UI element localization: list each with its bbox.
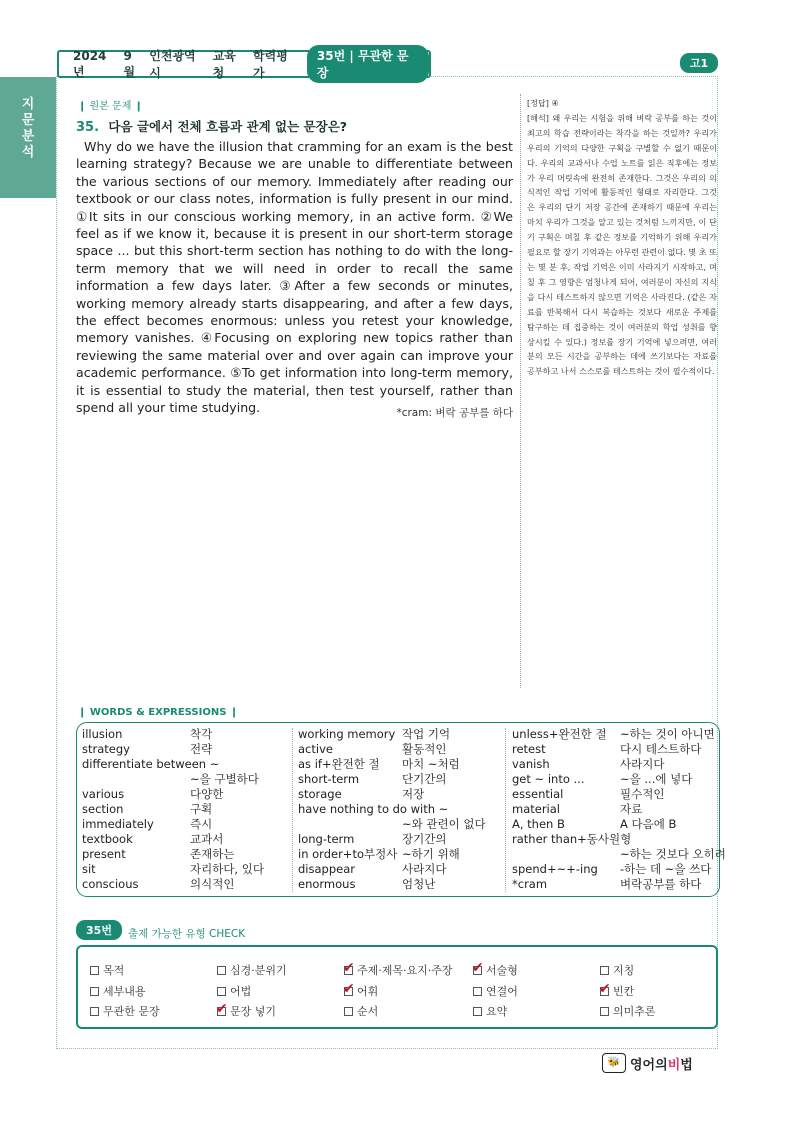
word-ko: 장기간의 bbox=[402, 832, 447, 846]
words-column-2 bbox=[298, 727, 486, 892]
word-row bbox=[82, 727, 264, 742]
checked-box-icon bbox=[216, 1000, 228, 1017]
word-row bbox=[512, 787, 726, 802]
check-item-label: 어휘 bbox=[357, 985, 379, 998]
check-item bbox=[599, 980, 635, 999]
side-tab-char: 분 bbox=[21, 129, 35, 144]
word-en: rather than+동사원형 bbox=[512, 832, 632, 846]
word-ko: 다양한 bbox=[190, 787, 224, 801]
check-mark-icon: ✔ bbox=[343, 980, 355, 997]
logo-text-a: 영어의 bbox=[630, 1057, 668, 1073]
check-label: 출제 가능한 유형 CHECK bbox=[128, 928, 246, 940]
word-row bbox=[82, 802, 264, 817]
check-badge: 35번 bbox=[76, 920, 122, 940]
check-item-label: 서술형 bbox=[486, 964, 518, 977]
side-tab-char: 문 bbox=[21, 113, 35, 128]
answer-explanation: [해석] 왜 우리는 시험을 위해 벼락 공부를 하는 것이 최고의 학습 전략이라는 착각을 하는 것일까? 우리가 우리의 기억의 다양한 구획을 구별할 수 없기 때문이다. 우리의 교과서나 수업 노트를 읽은 직후에는 정보가 우리 머릿속에 완전히 존재한다. 그것은 우리의 의식적인 작업 기억에 활동적인 형태로 자리한다. 그것은 우리의 단기 저장 공간에 존재하기 때문에 우리는 마치 우리가 그것을 알고 있는 것처럼 느끼지만, 이 단기 구획은 며칠 후 같은 정보를 기억하기 위해 우리가 필요로 할 장기 기억과는 아무런 관련이 없다. 몇 초 또는 몇 분 후, 작업 기억은 이미 사라지기 시작하고, 며칠 후 그 영향은 엄청나게 되어, 여러분이 자신의 지식을 다시 테스트하지 않으면 기억은 사라진다. (같은 자료를 반복해서 다시 복습하는 것보다 새로운 주제를 탐구하는 데 집중하는 것이 여러분의 학업 성취를 향상시킬 수 있다.) 정보를 장기 기억에 넣으려면, 여러분의 모든 시간을 공부하는 데에 쓰기보다는 자료를 공부하고 나서 스스로를 테스트하는 것이 필수적이다. bbox=[527, 112, 717, 377]
check-item-label: 요약 bbox=[486, 1005, 508, 1018]
word-en: short-term bbox=[298, 772, 360, 786]
word-en: strategy bbox=[82, 742, 130, 756]
word-en: retest bbox=[512, 742, 546, 756]
check-item bbox=[472, 959, 518, 978]
word-ko: 활동적인 bbox=[402, 742, 447, 756]
word-ko: -하는 데 ~을 쓰다 bbox=[620, 862, 712, 876]
original-label: ❙ 원본 문제 ❙ bbox=[78, 101, 143, 112]
word-row bbox=[298, 847, 486, 862]
words-col-divider bbox=[292, 728, 293, 892]
check-item-label: 심경·분위기 bbox=[230, 964, 287, 977]
word-en bbox=[82, 772, 190, 787]
word-row bbox=[512, 727, 726, 742]
check-item-label: 의미추론 bbox=[613, 1005, 656, 1018]
word-row bbox=[512, 817, 726, 832]
word-en: storage bbox=[298, 787, 342, 801]
word-row bbox=[298, 787, 486, 802]
check-item bbox=[600, 1003, 656, 1019]
word-en: illusion bbox=[82, 727, 123, 741]
logo-text-c: 법 bbox=[680, 1057, 693, 1073]
answer-label: [정답] ④ bbox=[527, 98, 559, 108]
word-en: active bbox=[298, 742, 333, 756]
word-en: material bbox=[512, 802, 560, 816]
word-ko: 의식적인 bbox=[190, 877, 235, 891]
check-item-label: 주제·제목·요지·주장 bbox=[357, 964, 453, 977]
word-ko: 필수적인 bbox=[620, 787, 665, 801]
checkbox-icon bbox=[217, 987, 226, 996]
checkbox-icon bbox=[217, 966, 226, 975]
checkbox-icon bbox=[473, 987, 482, 996]
checkbox-icon bbox=[600, 966, 609, 975]
check-mark-icon: ✔ bbox=[472, 959, 484, 976]
word-row bbox=[82, 757, 264, 772]
header-region: 인천광역시 bbox=[149, 49, 196, 80]
column-divider bbox=[520, 94, 521, 688]
checkbox-icon bbox=[473, 1007, 482, 1016]
word-ko: ~하는 것이 아니면 bbox=[620, 727, 715, 741]
word-ko: ~하기 위해 bbox=[402, 847, 460, 861]
check-item bbox=[344, 1003, 378, 1019]
check-item-label: 빈칸 bbox=[613, 985, 635, 998]
check-item bbox=[473, 1003, 507, 1019]
word-row bbox=[82, 862, 264, 877]
answer-block bbox=[527, 96, 717, 379]
header-exam: 학력평가 bbox=[253, 49, 288, 80]
words-label: ❙ WORDS & EXPRESSIONS ❙ bbox=[78, 707, 239, 718]
word-ko: 단기간의 bbox=[402, 772, 447, 786]
word-ko: 즉시 bbox=[190, 817, 213, 831]
word-row bbox=[512, 772, 726, 787]
checkbox-icon bbox=[600, 1007, 609, 1016]
word-ko: 저장 bbox=[402, 787, 425, 801]
word-row bbox=[82, 742, 264, 757]
word-en: have nothing to do with ~ bbox=[298, 802, 449, 816]
word-row bbox=[298, 772, 486, 787]
word-row bbox=[298, 832, 486, 847]
check-item-label: 지칭 bbox=[613, 964, 635, 977]
word-ko: A 다음에 B bbox=[620, 817, 677, 831]
check-item bbox=[343, 980, 379, 999]
word-en: in order+to부정사 bbox=[298, 847, 398, 861]
side-tab-char: 석 bbox=[21, 145, 35, 160]
word-en: *cram bbox=[512, 877, 548, 891]
words-column-1 bbox=[82, 727, 264, 892]
word-en: sit bbox=[82, 862, 96, 876]
word-ko: 사라지다 bbox=[620, 757, 665, 771]
check-item bbox=[343, 959, 453, 978]
word-row bbox=[82, 877, 264, 892]
checkbox-icon bbox=[344, 1007, 353, 1016]
word-row bbox=[82, 772, 264, 787]
word-row bbox=[512, 877, 726, 892]
checked-box-icon bbox=[343, 959, 355, 976]
word-en bbox=[298, 817, 402, 832]
check-mark-icon: ✔ bbox=[343, 959, 355, 976]
word-ko: 착각 bbox=[190, 727, 213, 741]
word-en: get ~ into ... bbox=[512, 772, 585, 786]
word-en: A, then B bbox=[512, 817, 565, 831]
word-en: present bbox=[82, 847, 126, 861]
bee-icon: 🐝 bbox=[602, 1053, 626, 1073]
word-ko: 자료 bbox=[620, 802, 643, 816]
word-row bbox=[298, 742, 486, 757]
word-en: section bbox=[82, 802, 124, 816]
word-ko: 다시 테스트하다 bbox=[620, 742, 702, 756]
word-row bbox=[298, 877, 486, 892]
words-col-divider bbox=[505, 728, 506, 892]
word-ko: ~을 ...에 넣다 bbox=[620, 772, 693, 786]
word-ko: ~와 관련이 없다 bbox=[402, 817, 486, 831]
word-ko: 존재하는 bbox=[190, 847, 235, 861]
word-en: various bbox=[82, 787, 125, 801]
check-item bbox=[90, 983, 146, 999]
words-column-3 bbox=[512, 727, 726, 892]
question-text: 다음 글에서 전체 흐름과 관계 없는 문장은? bbox=[108, 119, 348, 134]
word-row bbox=[298, 727, 486, 742]
check-item-label: 순서 bbox=[357, 1005, 379, 1018]
word-ko: 전략 bbox=[190, 742, 213, 756]
word-en: textbook bbox=[82, 832, 133, 846]
checked-box-icon bbox=[599, 980, 611, 997]
word-en: conscious bbox=[82, 877, 139, 891]
word-row bbox=[82, 832, 264, 847]
side-tab-char: 지 bbox=[21, 97, 35, 112]
word-ko: 마치 ~처럼 bbox=[402, 757, 460, 771]
word-ko: 엄청난 bbox=[402, 877, 436, 891]
word-ko: 자리하다, 있다 bbox=[190, 862, 264, 876]
header-year: 2024년 bbox=[73, 48, 107, 79]
header-office: 교육청 bbox=[212, 49, 236, 80]
check-mark-icon: ✔ bbox=[599, 980, 611, 997]
checked-box-icon bbox=[343, 980, 355, 997]
word-row bbox=[512, 757, 726, 772]
check-item bbox=[217, 983, 251, 999]
exam-header bbox=[57, 50, 431, 78]
word-ko: 구획 bbox=[190, 802, 213, 816]
checked-box-icon bbox=[472, 959, 484, 976]
header-month: 9월 bbox=[123, 48, 136, 79]
word-en: disappear bbox=[298, 862, 355, 876]
word-en: spend+~+-ing bbox=[512, 862, 598, 876]
word-en: unless+완전한 절 bbox=[512, 727, 607, 741]
question-tag: 35번 | 무관한 문장 bbox=[307, 45, 429, 83]
word-en: long-term bbox=[298, 832, 355, 846]
check-item bbox=[473, 983, 518, 999]
passage: Why do we have the illusion that cramming for an exam is the best learning strategy? Because we are unable to differentiate between the various sections of our memory. Immediately after reading our textbook or our class notes, information is fully present in our mind. ①It sits in our conscious working memory, in an active form. ②We feel as if we know it, because it is present in our short-term storage space ... but this short-term section has nothing to do with the long-term memory that we will need in order to recall the same information a few days later. ③After a few seconds or minutes, working memory already starts disappearing, and after a few days, the effect becomes enormous: unless you retest your knowledge, memory vanishes. ④Focusing on exploring new topics rather than reviewing the same material over and over again can improve your academic performance. ⑤To get information into long-term memory, it is essential to study the material, then test yourself, rather than spend all your time studying. bbox=[76, 139, 513, 416]
word-row bbox=[512, 832, 726, 847]
check-item-label: 어법 bbox=[230, 985, 252, 998]
word-en bbox=[512, 847, 620, 862]
word-row bbox=[512, 862, 726, 877]
grade-badge: 고1 bbox=[680, 53, 718, 73]
check-item-label: 목적 bbox=[103, 964, 125, 977]
check-item-label: 무관한 문장 bbox=[103, 1005, 160, 1018]
word-row bbox=[298, 757, 486, 772]
check-item bbox=[90, 1003, 160, 1019]
word-ko: ~하는 것보다 오히려 bbox=[620, 847, 726, 861]
checkbox-icon bbox=[90, 987, 99, 996]
checkbox-icon bbox=[90, 966, 99, 975]
word-row bbox=[82, 817, 264, 832]
word-ko: 벼락공부를 하다 bbox=[620, 877, 702, 891]
logo-text-b: 비 bbox=[667, 1057, 681, 1073]
check-mark-icon: ✔ bbox=[216, 1000, 228, 1017]
check-item-label: 세부내용 bbox=[103, 985, 146, 998]
check-item bbox=[90, 962, 124, 978]
check-item-label: 문장 넣기 bbox=[230, 1005, 277, 1018]
brand-logo bbox=[602, 1053, 693, 1073]
check-item bbox=[600, 962, 634, 978]
footnote: *cram: 벼락 공부를 하다 bbox=[396, 407, 513, 419]
question-number: 35. bbox=[76, 120, 100, 135]
word-en: essential bbox=[512, 787, 564, 801]
word-en: enormous bbox=[298, 877, 356, 891]
word-row bbox=[512, 742, 726, 757]
check-item bbox=[216, 1000, 277, 1019]
word-row bbox=[298, 862, 486, 877]
word-row bbox=[82, 847, 264, 862]
word-ko: 교과서 bbox=[190, 832, 224, 846]
word-row bbox=[298, 817, 486, 832]
side-tab bbox=[0, 77, 56, 198]
word-ko: ~을 구별하다 bbox=[190, 772, 259, 786]
checkbox-icon bbox=[90, 1007, 99, 1016]
word-ko: 사라지다 bbox=[402, 862, 447, 876]
word-row bbox=[298, 802, 486, 817]
question-title bbox=[76, 117, 347, 135]
word-row bbox=[512, 847, 726, 862]
word-en: working memory bbox=[298, 727, 396, 741]
word-row bbox=[512, 802, 726, 817]
word-en: vanish bbox=[512, 757, 550, 771]
check-item bbox=[217, 962, 287, 978]
check-item-label: 연결어 bbox=[486, 985, 518, 998]
word-ko: 작업 기억 bbox=[402, 727, 451, 741]
word-en: as if+완전한 절 bbox=[298, 757, 380, 771]
word-en: differentiate between ~ bbox=[82, 757, 220, 771]
word-row bbox=[82, 787, 264, 802]
word-en: immediately bbox=[82, 817, 154, 831]
